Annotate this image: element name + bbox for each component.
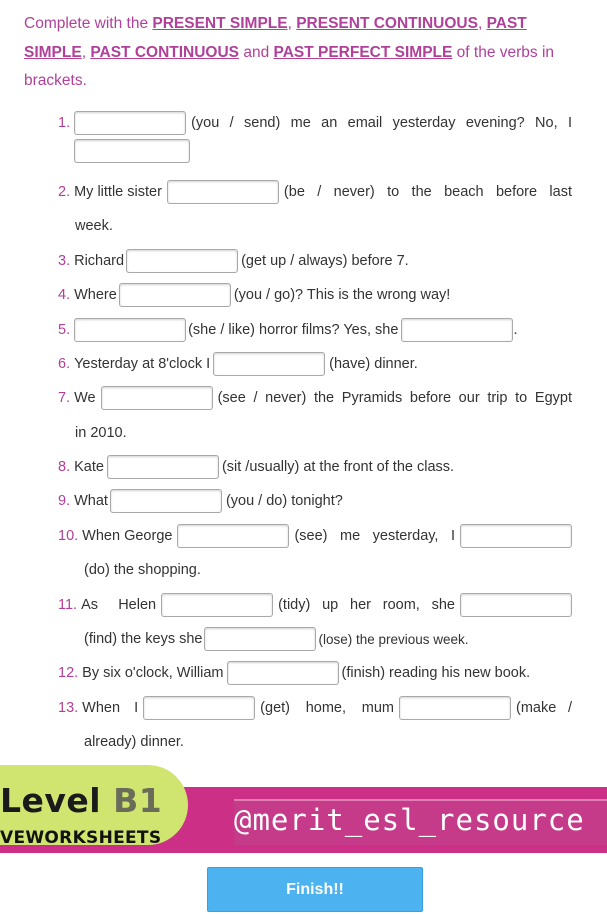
item-text: (get) home, mum: [260, 700, 394, 716]
item-text: (do) the shopping.: [84, 562, 201, 578]
answer-input-7[interactable]: [101, 386, 213, 410]
list-item: [58, 347, 418, 381]
item-text: in 2010.: [75, 425, 127, 441]
item-text: When George: [82, 528, 173, 544]
item-text: (see / never) the Pyramids before our trip to Egypt: [217, 390, 572, 406]
item-text: (sit /usually) at the front of the class.: [221, 459, 455, 475]
social-handle: @merit_esl_resource: [234, 803, 585, 837]
item-text: Where: [74, 287, 117, 303]
item-number: 12.: [58, 665, 79, 681]
answer-input-5a[interactable]: [74, 318, 186, 342]
answer-input-9[interactable]: [110, 489, 222, 513]
list-item-cont: [84, 553, 201, 587]
item-text: already) dinner.: [84, 734, 184, 750]
item-text: (tidy) up her room, she: [278, 597, 455, 613]
instructions-text: Complete with the PRESENT SIMPLE, PRESENT CONTINUOUS, PAST SIMPLE, PAST CONTINUOUS and PAST PERFECT SIMPLE of the verbs in brackets.: [24, 15, 555, 89]
item-number: 9.: [58, 493, 71, 509]
item-number: 8.: [58, 459, 71, 475]
list-item: [58, 484, 343, 518]
answer-input-2[interactable]: [167, 180, 279, 204]
watermark-banner: [0, 765, 607, 853]
item-text: Richard: [74, 253, 125, 269]
list-item: [58, 691, 572, 725]
item-text: Yesterday at 8'clock I: [74, 356, 211, 372]
handle-bar: [234, 799, 607, 845]
answer-input-1a[interactable]: [74, 111, 186, 135]
item-number: 10.: [58, 528, 79, 544]
tense-past-perfect-simple: PAST PERFECT SIMPLE: [273, 43, 453, 61]
item-text: (she / like) horror films? Yes, she: [188, 322, 399, 338]
answer-input-13a[interactable]: [143, 696, 255, 720]
list-item: [58, 588, 572, 622]
item-text: (finish) reading his new book.: [341, 665, 531, 681]
level-label: Level B1: [0, 781, 163, 820]
answer-input-8[interactable]: [107, 455, 219, 479]
item-number: 13.: [58, 700, 79, 716]
item-text: (lose) the previous week.: [318, 631, 469, 647]
item-text: By six o'clock, William: [82, 665, 224, 681]
answer-input-5b[interactable]: [401, 318, 513, 342]
list-item: [58, 381, 572, 415]
tense-past-simple: PAST SIMPLE: [24, 15, 527, 61]
list-item: [58, 656, 530, 690]
item-text: week.: [75, 218, 113, 234]
item-number: 3.: [58, 253, 71, 269]
brand-logo-text: VEWORKSHEETS: [0, 828, 162, 848]
answer-input-11a[interactable]: [161, 593, 273, 617]
answer-input-1b[interactable]: [74, 139, 190, 163]
list-item: [58, 278, 450, 312]
list-item: [58, 519, 572, 553]
item-text: .: [513, 322, 518, 338]
answer-input-6[interactable]: [213, 352, 325, 376]
item-text: (you / go)? This is the wrong way!: [233, 287, 451, 303]
item-number: 6.: [58, 356, 71, 372]
list-item: [58, 313, 517, 347]
item-text: As Helen: [81, 597, 157, 613]
item-text: What: [74, 493, 108, 509]
item-number: 7.: [58, 390, 71, 406]
item-text: We: [74, 390, 96, 406]
item-text: (you / do) tonight?: [225, 493, 343, 509]
item-text: My little sister: [74, 184, 162, 200]
list-item-cont: [74, 134, 190, 168]
item-number: 11.: [58, 597, 78, 613]
answer-input-10b[interactable]: [460, 524, 572, 548]
item-text: (see) me yesterday, I: [294, 528, 455, 544]
item-text: (be / never) to the beach before last: [283, 184, 572, 200]
item-text: Kate: [74, 459, 104, 475]
item-number: 4.: [58, 287, 71, 303]
item-text: (have) dinner.: [329, 356, 418, 372]
item-text: (you / send) me an email yesterday evening? No, I: [191, 115, 572, 131]
item-text: When I: [82, 700, 139, 716]
list-item-cont: [84, 622, 469, 656]
answer-input-4[interactable]: [119, 283, 231, 307]
answer-input-11b[interactable]: [460, 593, 572, 617]
item-number: 2.: [58, 184, 71, 200]
answer-input-10a[interactable]: [177, 524, 289, 548]
list-item: [58, 175, 572, 209]
list-item-cont: [75, 209, 113, 243]
list-item-cont: [84, 725, 184, 759]
item-text: (get up / always) before 7.: [241, 253, 409, 269]
tense-past-continuous: PAST CONTINUOUS: [90, 43, 240, 61]
item-number: 1.: [58, 115, 71, 131]
answer-input-12[interactable]: [227, 661, 339, 685]
list-item-cont: [75, 416, 127, 450]
item-text: (find) the keys she: [84, 631, 203, 647]
tense-present-continuous: PRESENT CONTINUOUS: [296, 15, 478, 32]
answer-input-11c[interactable]: [204, 627, 316, 651]
finish-button[interactable]: Finish!!: [207, 867, 423, 912]
item-text: (make /: [516, 700, 572, 716]
answer-input-3[interactable]: [126, 249, 238, 273]
list-item: [58, 450, 454, 484]
item-number: 5.: [58, 322, 71, 338]
tense-present-simple: PRESENT SIMPLE: [152, 15, 288, 32]
list-item: [58, 244, 409, 278]
answer-input-13b[interactable]: [399, 696, 511, 720]
